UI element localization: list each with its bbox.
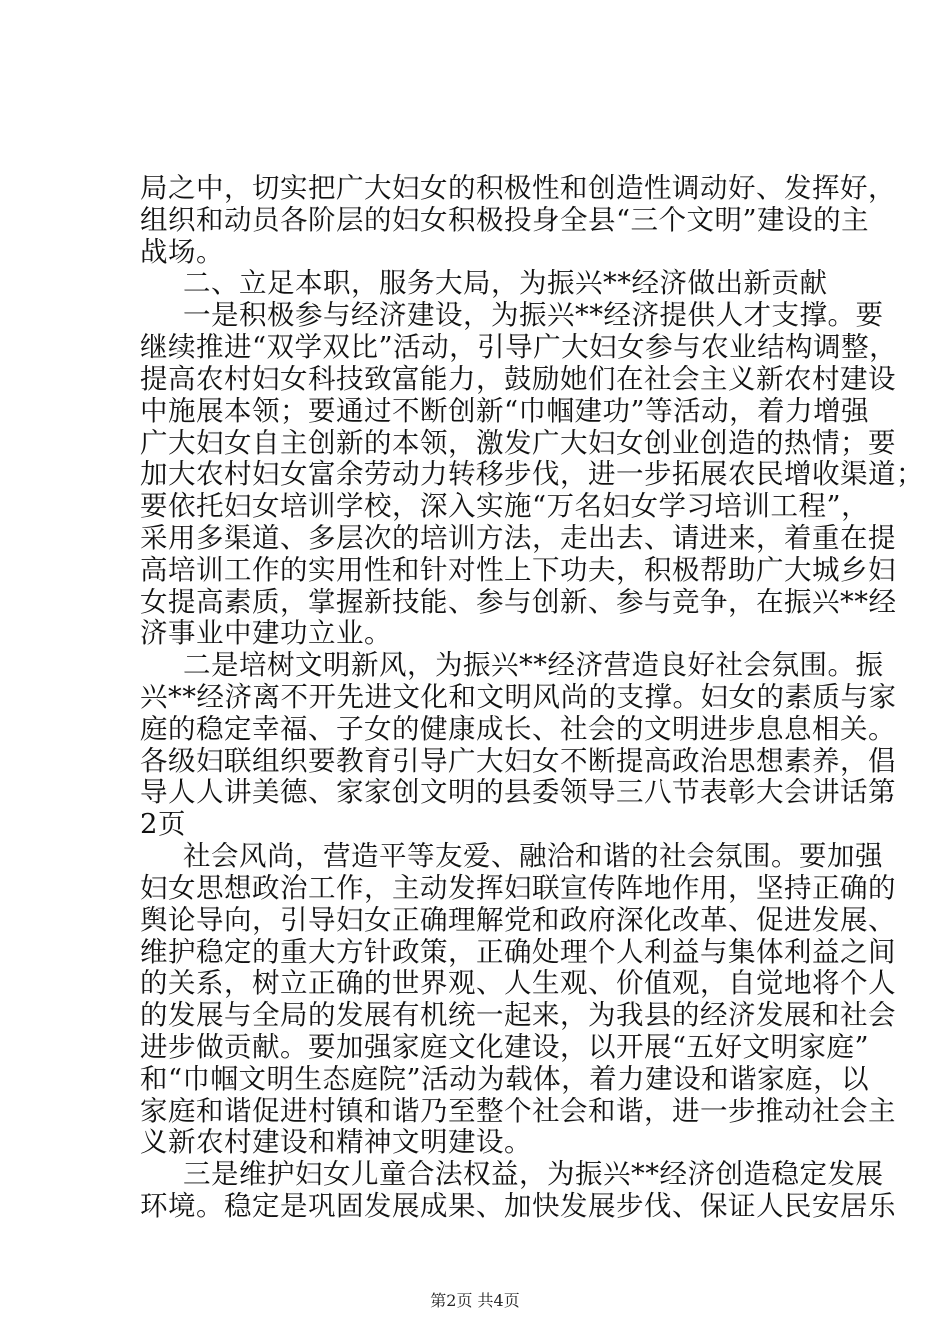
section-heading [0,267,950,299]
text-line-content: 和“巾帼文明生态庭院”活动为载体，着力建设和谐家庭，以 [140,1063,870,1095]
text-line-content: 的关系，树立正确的世界观、人生观、价值观，自觉地将个人 [140,967,896,999]
text-line [0,1190,950,1222]
text-line-content: 女提高素质，掌握新技能、参与创新、参与竞争，在振兴**经 [140,586,897,618]
text-line [0,713,950,745]
text-line [0,236,950,268]
text-line-content: 维护稳定的重大方针政策，正确处理个人利益与集体利益之间 [140,936,896,968]
text-line-content: 组织和动员各阶层的妇女积极投身全县“三个文明”建设的主 [140,204,870,236]
text-line-content: 提高农村妇女科技致富能力，鼓励她们在社会主义新农村建设 [140,363,896,395]
text-line [0,522,950,554]
text-line-content: 加大农村妇女富余劳动力转移步伐，进一步拓展农民增收渠道； [140,458,924,490]
text-line-content: 义新农村建设和精神文明建设。 [140,1126,532,1158]
text-line [0,363,950,395]
text-line [0,681,950,713]
text-line [0,617,950,649]
text-line [0,395,950,427]
text-line [0,745,950,777]
text-line [0,299,950,331]
text-line-content: 采用多渠道、多层次的培训方法，走出去、请进来，着重在提 [140,522,896,554]
text-line [0,554,950,586]
text-line [0,776,950,808]
section-heading-text: 二、立足本职，服务大局，为振兴**经济做出新贡献 [183,267,828,299]
text-line-content: 战场。 [140,236,224,268]
text-line [0,840,950,872]
text-line [0,999,950,1031]
text-line-content: 济事业中建功立业。 [140,617,392,649]
text-line [0,649,950,681]
text-line [0,458,950,490]
text-line [0,172,950,204]
text-line [0,331,950,363]
text-line [0,1158,950,1190]
text-line-content: 局之中，切实把广大妇女的积极性和创造性调动好、发挥好， [140,172,896,204]
text-line [0,808,950,840]
text-line [0,490,950,522]
text-line [0,586,950,618]
text-line-content: 三是维护妇女儿童合法权益，为振兴**经济创造稳定发展 [183,1158,884,1190]
text-line-content: 导人人讲美德、家家创文明的县委领导三八节表彰大会讲话第 [140,776,896,808]
text-line-content: 的发展与全局的发展有机统一起来，为我县的经济发展和社会 [140,999,896,1031]
text-line [0,204,950,236]
text-line-content: 广大妇女自主创新的本领，激发广大妇女创业创造的热情；要 [140,427,896,459]
text-line-content: 中施展本领；要通过不断创新“巾帼建功”等活动，着力增强 [140,395,870,427]
text-line [0,936,950,968]
text-line-content: 继续推进“双学双比”活动，引导广大妇女参与农业结构调整， [140,331,898,363]
text-line [0,904,950,936]
text-line-content: 高培训工作的实用性和针对性上下功夫，积极帮助广大城乡妇 [140,554,896,586]
text-line-content: 要依托妇女培训学校，深入实施“万名妇女学习培训工程”， [140,490,870,522]
text-line [0,1063,950,1095]
text-line-content: 各级妇联组织要教育引导广大妇女不断提高政治思想素养，倡 [140,745,896,777]
text-line-content: 社会风尚，营造平等友爱、融洽和谐的社会氛围。要加强 [183,840,883,872]
text-line-content: 兴**经济离不开先进文化和文明风尚的支撑。妇女的素质与家 [140,681,897,713]
text-line-content: 进步做贡献。要加强家庭文化建设，以开展“五好文明家庭” [140,1031,870,1063]
text-line [0,427,950,459]
text-line [0,1095,950,1127]
text-line-content: 二是培树文明新风，为振兴**经济营造良好社会氛围。振 [183,649,884,681]
text-line [0,1031,950,1063]
text-line-content: 庭的稳定幸福、子女的健康成长、社会的文明进步息息相关。 [140,713,896,745]
text-line-content: 家庭和谐促进村镇和谐乃至整个社会和谐，进一步推动社会主 [140,1095,896,1127]
page-footer: 第2页 共4页 [430,1291,520,1310]
text-line-content: 妇女思想政治工作，主动发挥妇联宣传阵地作用，坚持正确的 [140,872,896,904]
text-line-content: 舆论导向，引导妇女正确理解党和政府深化改革、促进发展、 [140,904,896,936]
text-line-content: 一是积极参与经济建设，为振兴**经济提供人才支撑。要 [183,299,884,331]
text-line [0,872,950,904]
text-line-content: 环境。稳定是巩固发展成果、加快发展步伐、保证人民安居乐 [140,1190,896,1222]
text-line-content: 2页 [140,808,186,840]
text-line [0,1126,950,1158]
text-line [0,967,950,999]
